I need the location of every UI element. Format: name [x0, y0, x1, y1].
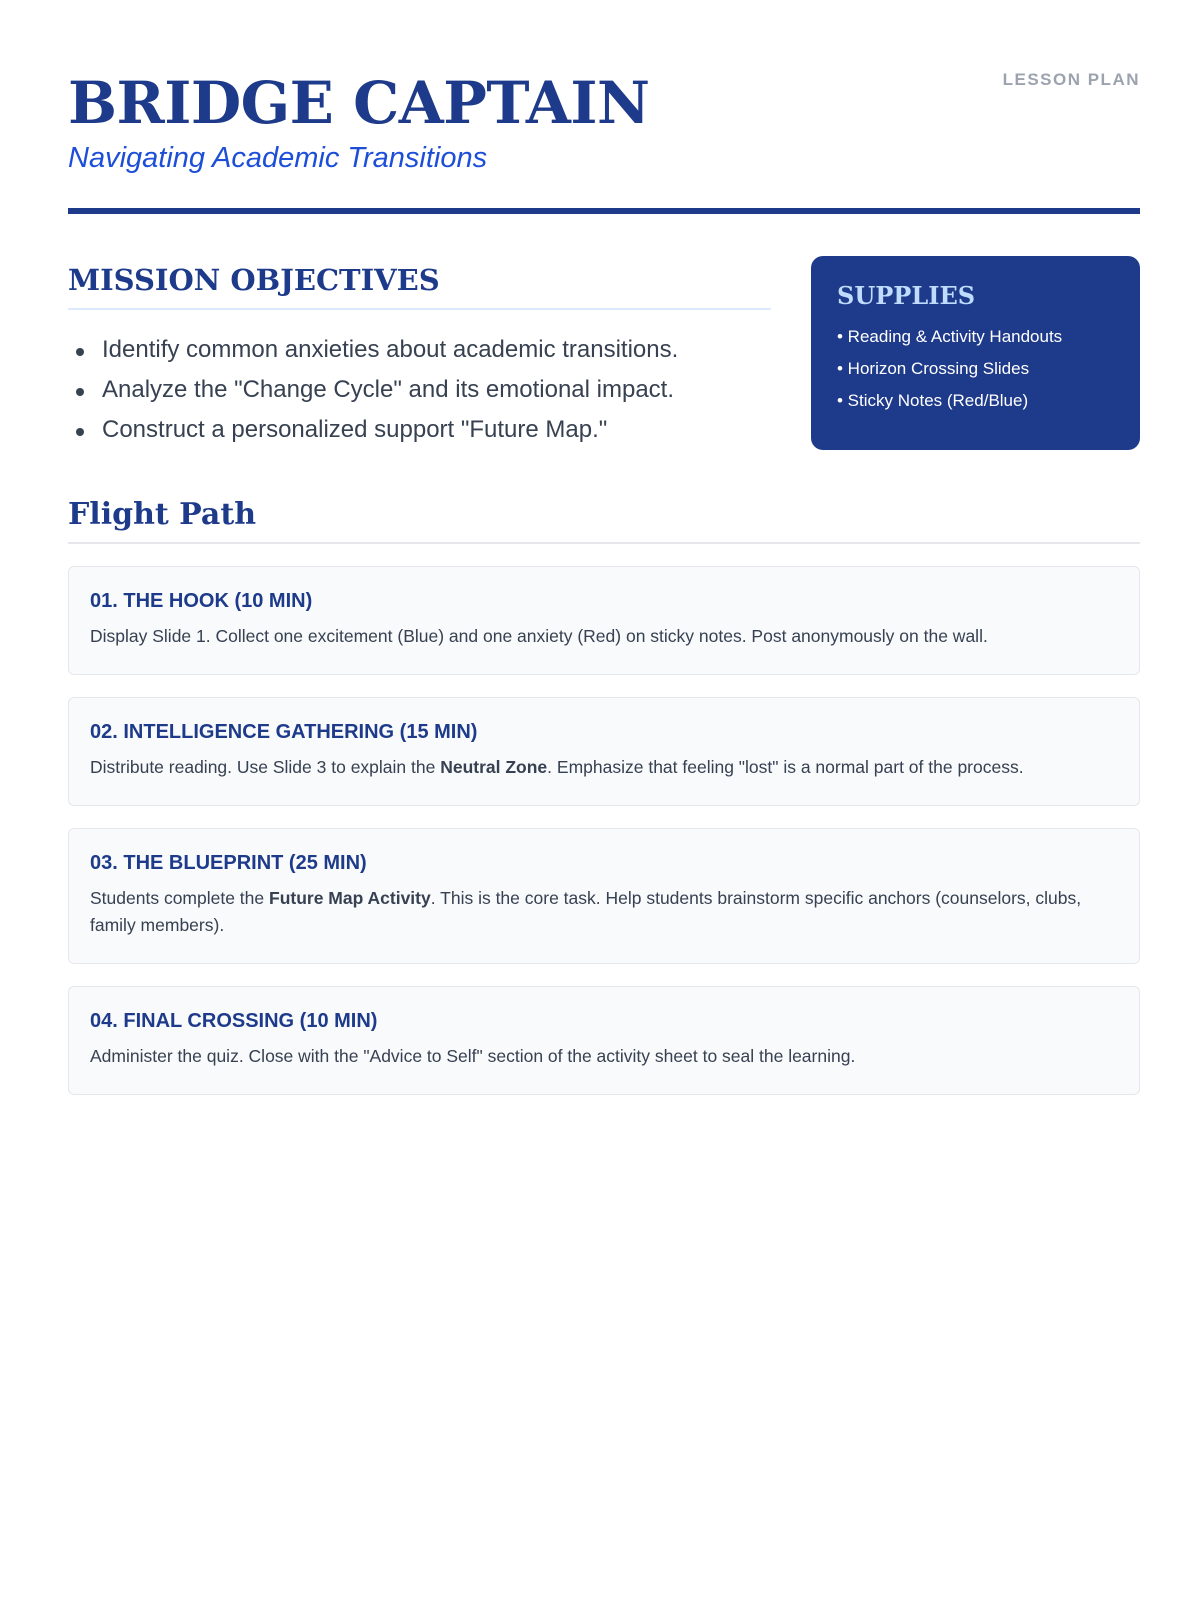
step-card — [68, 986, 1140, 1095]
bullet-icon — [76, 388, 84, 396]
step-description — [90, 885, 1118, 939]
objective-text: Analyze the "Change Cycle" and its emotional impact. — [102, 376, 675, 403]
page-subtitle: Navigating Academic Transitions — [68, 142, 488, 174]
objective-text: Construct a personalized support "Future Map." — [102, 416, 608, 443]
step-text-part: Administer the quiz. Close with the "Advice to Self" section of the activity sheet to seal the learning. — [90, 1046, 856, 1066]
page-title: BRIDGE CAPTAIN — [68, 69, 650, 137]
objective-text: Identify common anxieties about academic transitions. — [102, 336, 679, 363]
step-title: 04. FINAL CROSSING (10 MIN) — [90, 1010, 378, 1032]
step-text-part: Distribute reading. Use Slide 3 to explain the — [90, 757, 441, 777]
step-description — [90, 1043, 1118, 1070]
step-card — [68, 697, 1140, 806]
supplies-box — [811, 256, 1140, 450]
objective-item — [68, 336, 771, 364]
supply-item: • Horizon Crossing Slides — [837, 359, 1030, 378]
step-description — [90, 623, 1118, 650]
step-card — [68, 828, 1140, 964]
objective-item — [68, 376, 771, 404]
supplies-list — [837, 326, 1114, 412]
flight-path-section — [68, 496, 1140, 1117]
step-card — [68, 566, 1140, 675]
supplies-heading: SUPPLIES — [837, 281, 976, 310]
step-title: 03. THE BLUEPRINT (25 MIN) — [90, 852, 367, 874]
header — [68, 70, 1140, 214]
step-text-part: Students complete the — [90, 888, 269, 908]
flight-path-heading: Flight Path — [68, 496, 1140, 544]
supply-item: • Sticky Notes (Red/Blue) — [837, 391, 1029, 410]
header-divider — [68, 208, 1140, 214]
supply-item: • Reading & Activity Handouts — [837, 327, 1063, 346]
step-text-emphasis: Neutral Zone — [440, 757, 548, 777]
steps-list — [68, 566, 1140, 1095]
step-text-part: Display Slide 1. Collect one excitement (Blue) and one anxiety (Red) on sticky notes. Post anonymously on the wall. — [90, 626, 988, 646]
step-title: 01. THE HOOK (10 MIN) — [90, 590, 313, 612]
step-description — [90, 754, 1118, 781]
document-type-label: LESSON PLAN — [1002, 70, 1140, 89]
step-text-emphasis: Future Map Activity — [269, 888, 431, 908]
objectives-heading: MISSION OBJECTIVES — [68, 262, 771, 310]
bullet-icon — [76, 428, 84, 436]
step-title: 02. INTELLIGENCE GATHERING (15 MIN) — [90, 721, 478, 743]
objectives-list — [68, 336, 771, 444]
mission-objectives-section — [68, 262, 771, 456]
objective-item — [68, 416, 771, 444]
lesson-plan-page — [68, 0, 1140, 1600]
step-text-part: . Emphasize that feeling "lost" is a normal part of the process. — [547, 757, 1024, 777]
bullet-icon — [76, 348, 84, 356]
step-text-part: . This is the core task. Help students brainstorm specific anchors (counselors, clubs, family members). — [90, 888, 1082, 935]
